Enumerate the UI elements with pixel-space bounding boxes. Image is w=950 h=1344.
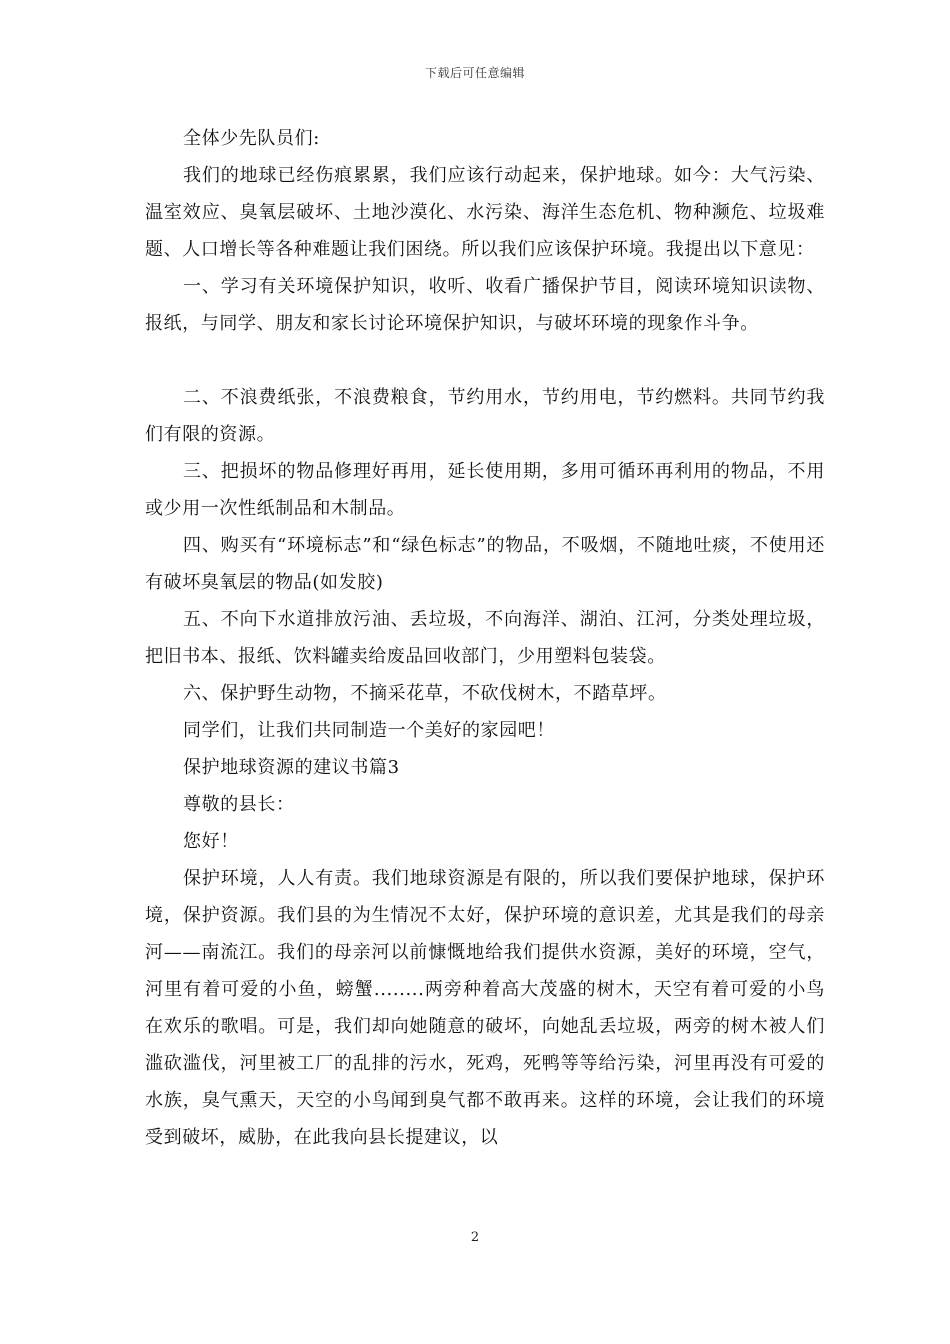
page-number: 2 <box>470 1230 480 1245</box>
blank-line <box>145 342 825 379</box>
suggestion-5: 五、不向下水道排放污油、丢垃圾，不向海洋、湖泊、江河，分类处理垃圾，把旧书本、报纸、饮料罐卖给废品回收部门，少用塑料包装袋。 <box>145 609 825 667</box>
letter-body: 保护环境，人人有责。我们地球资源是有限的，所以我们要保护地球，保护环境，保护资源。我们县的为生情况不太好，保护环境的意识差，尤其是我们的母亲河——南流江。我们的母亲河以前慷慨地给我们提供水资源，美好的环境，空气，河里有着可爱的小鱼，螃蟹........两旁种着高大茂盛的树木，天空有着可爱的小鸟在欢乐的歌唱。可是，我们却向她随意的破坏，向她乱丢垃圾，两旁的树木被人们滥砍滥伐，河里被工厂的乱排的污水，死鸡，死鸭等等给污染，河里再没有可爱的水族，臭气熏天，天空的小鸟闻到臭气都不敢再来。这样的环境，会让我们的环境受到破坏，威胁，在此我向县长提建议，以 <box>145 868 825 1148</box>
section-title: 保护地球资源的建议书篇3 <box>183 757 400 778</box>
letter-salutation: 尊敬的县长： <box>183 794 295 815</box>
suggestion-1: 一、学习有关环境保护知识，收听、收看广播保护节目，阅读环境知识读物、报纸，与同学、朋友和家长讨论环境保护知识，与破坏环境的现象作斗争。 <box>145 276 825 334</box>
greeting: 您好！ <box>183 831 239 852</box>
page-header: 下载后可任意编辑 <box>424 66 525 80</box>
suggestion-2: 二、不浪费纸张，不浪费粮食，节约用水，节约用电，节约燃料。共同节约我们有限的资源。 <box>145 387 825 445</box>
salutation: 全体少先队员们: <box>183 128 320 149</box>
suggestion-4: 四、购买有“环境标志”和“绿色标志”的物品，不吸烟，不随地吐痰，不使用还有破坏臭氧层的物品(如发胶) <box>145 535 825 593</box>
closing-line: 同学们，让我们共同制造一个美好的家园吧！ <box>183 720 555 741</box>
suggestion-6: 六、保护野生动物，不摘采花草，不砍伐树木，不踏草坪。 <box>183 683 667 704</box>
document-body <box>145 120 825 1156</box>
intro-paragraph: 我们的地球已经伤痕累累，我们应该行动起来，保护地球。如今：大气污染、温室效应、臭氧层破坏、土地沙漠化、水污染、海洋生态危机、物种濒危、垃圾难题、人口增长等各种难题让我们困绕。所以我们应该保护环境。我提出以下意见： <box>145 165 825 260</box>
suggestion-3: 三、把损坏的物品修理好再用，延长使用期，多用可循环再利用的物品，不用或少用一次性纸制品和木制品。 <box>145 461 825 519</box>
